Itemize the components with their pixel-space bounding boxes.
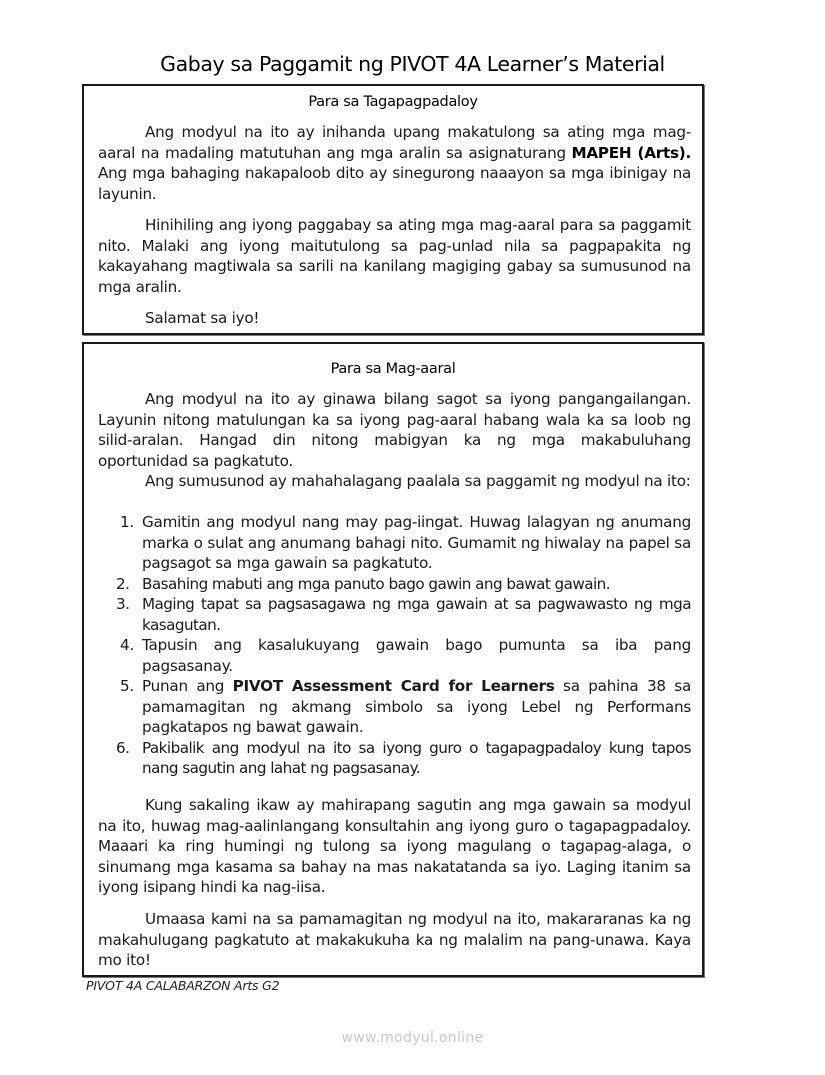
list-item-text: Punan ang bbox=[142, 677, 233, 695]
learner-paragraph-3-text: Kung sakaling ikaw ay mahirapang sagutin ang mga gawain sa modyul na ito, huwag mag-aalinlangang konsultahin ang iyong guro o tagapagpadaloy. Maaari ka ring humingi ng tulong sa iyong magulang o tagapag-alaga, o sinumang mga kasama sa bahay na mas nakatatanda sa iyo. Laging itanim sa iyong isipang hindi ka nag-iisa. bbox=[98, 796, 691, 896]
list-item bbox=[98, 635, 691, 676]
facilitator-closing bbox=[98, 308, 691, 329]
learner-paragraph-2 bbox=[98, 471, 691, 492]
list-item-text: Gamitin ang modyul nang may pag-iingat. Huwag lalagyan ng anumang marka o sulat ang anumang bahagi nito. Gumamit ng hiwalay na papel sa pagsagot sa mga gawain sa pagkatuto. bbox=[142, 513, 691, 572]
list-item-text: Maging tapat sa pagsasagawa ng mga gawain at sa pagwawasto ng mga kasagutan. bbox=[142, 595, 691, 634]
facilitator-paragraph-2 bbox=[98, 215, 691, 297]
facilitator-heading: Para sa Tagapagpadaloy bbox=[308, 94, 478, 110]
list-item-number: 6. bbox=[116, 738, 130, 757]
assessment-card-name: PIVOT Assessment Card for Learners bbox=[232, 677, 555, 695]
learner-paragraph-2-text: Ang sumusunod ay mahahalagang paalala sa paggamit ng modyul na ito: bbox=[145, 472, 691, 490]
list-item-number: 2. bbox=[116, 574, 130, 593]
facilitator-section bbox=[82, 84, 704, 335]
facilitator-paragraph-2-text: Hinihiling ang iyong paggabay sa ating mga mag-aaral para sa paggamit nito. Malaki ang iyong maitutulong sa pag-unlad nila sa pagpapakita ng kakayahang magtiwala sa sarili na kanilang magiging gabay sa sumusunod na mga aralin. bbox=[98, 216, 691, 296]
facilitator-paragraph-1 bbox=[98, 122, 691, 204]
footer-label: PIVOT 4A CALABARZON Arts G2 bbox=[86, 978, 280, 993]
learner-paragraph-1-text: Ang modyul na ito ay ginawa bilang sagot sa iyong pangangailangan. Layunin nitong matulungan ka sa iyong pag-aaral habang wala ka sa loob ng silid-aralan. Hangad din nitong mabigyan ka ng mga makabuluhang oportunidad sa pagkatuto. bbox=[98, 390, 691, 470]
list-item-text: Pakibalik ang modyul na ito sa iyong guro o tagapagpadaloy kung tapos nang sagutin ang lahat ng pagsasanay. bbox=[142, 738, 691, 777]
list-item bbox=[98, 738, 691, 779]
subject-name: MAPEH (Arts). bbox=[571, 143, 691, 162]
page-title: Gabay sa Paggamit ng PIVOT 4A Learner’s Material bbox=[160, 51, 665, 76]
learner-paragraph-4 bbox=[98, 909, 691, 971]
list-item-text: Tapusin ang kasalukuyang gawain bago pumunta sa iba pang pagsasanay. bbox=[142, 636, 691, 675]
facilitator-closing-text: Salamat sa iyo! bbox=[145, 309, 260, 327]
learner-section bbox=[82, 342, 704, 977]
list-item-text-rest: sa pahina 38 sa pamamagitan ng akmang simbolo sa iyong Lebel ng Performans pagkatapos ng bawat gawain. bbox=[142, 677, 691, 736]
list-item-number: 3. bbox=[116, 595, 130, 613]
list-item bbox=[98, 512, 691, 574]
learner-heading: Para sa Mag-aaral bbox=[330, 361, 456, 377]
watermark: www.modyul.online bbox=[341, 1030, 484, 1046]
list-item-number: 4. bbox=[120, 636, 134, 654]
list-item bbox=[98, 594, 691, 635]
list-item bbox=[98, 574, 691, 595]
learner-paragraph-4-text: Umaasa kami na sa pamamagitan ng modyul na ito, makararanas ka ng makahulugang pagkatuto at makakukuha ka ng malalim na pang-unawa. Kaya mo ito! bbox=[98, 910, 691, 969]
facilitator-paragraph-1-text: Ang modyul na ito ay inihanda upang makatulong sa ating mga mag-aaral na madaling matutuhan ang mga aralin sa asignaturang bbox=[98, 123, 691, 162]
list-item-number: 1. bbox=[120, 513, 134, 531]
list-item-text: Basahing mabuti ang mga panuto bago gawin ang bawat gawain. bbox=[142, 574, 611, 593]
reminders-list bbox=[98, 512, 691, 779]
list-item bbox=[98, 676, 691, 738]
facilitator-paragraph-1-rest: Ang mga bahaging nakapaloob dito ay sinegurong naaayon sa mga ibinigay na layunin. bbox=[98, 164, 691, 203]
learner-paragraph-3 bbox=[98, 795, 691, 898]
learner-paragraph-1 bbox=[98, 389, 691, 471]
list-item-number: 5. bbox=[120, 677, 134, 695]
